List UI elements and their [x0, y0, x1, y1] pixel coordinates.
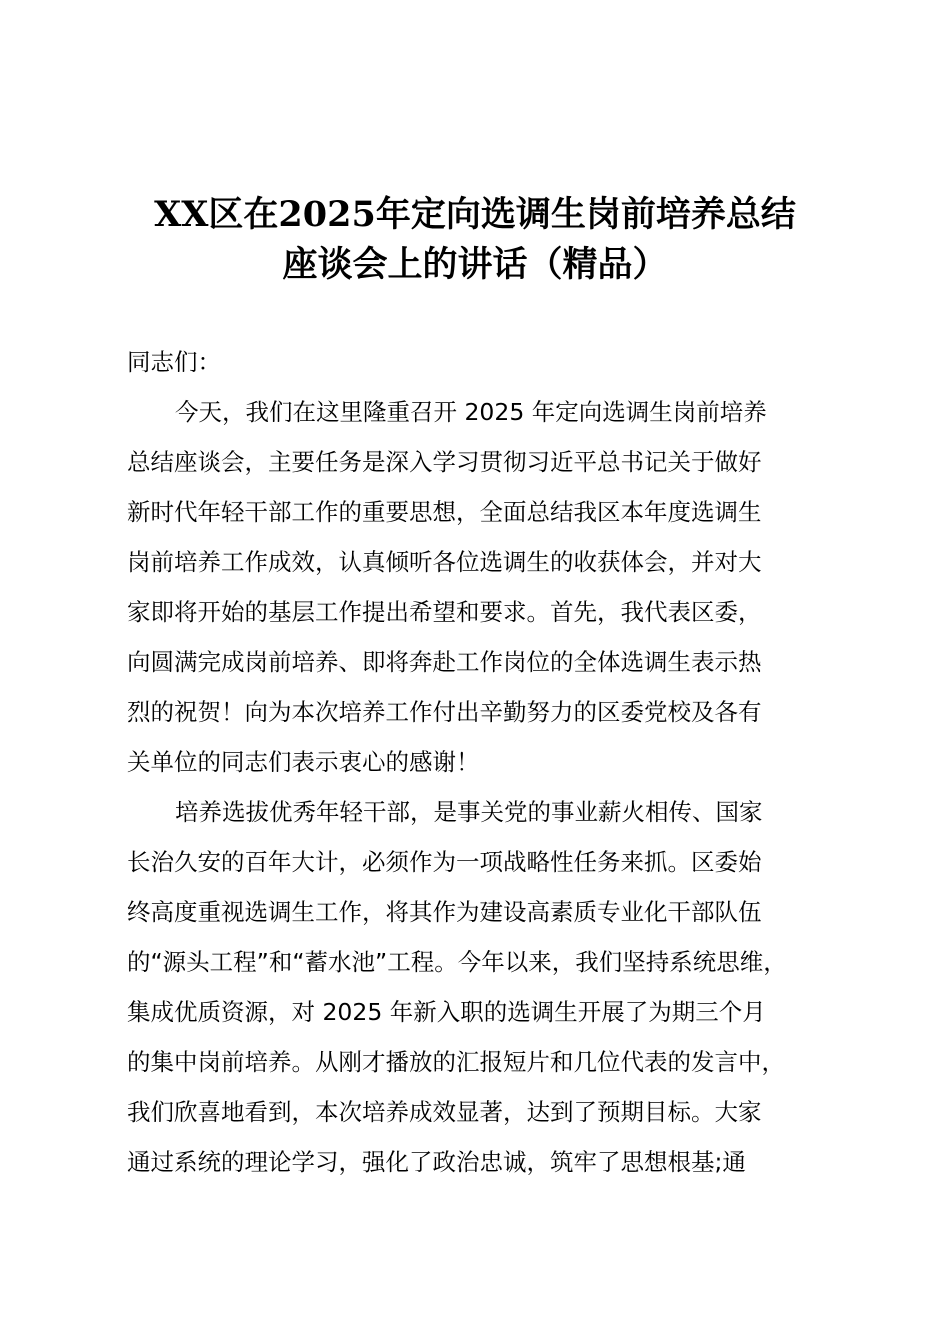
paragraph-line: 今天，我们在这里隆重召开 2025 年定向选调生岗前培养	[175, 398, 767, 426]
paragraph-line: 的“源头工程”和“蓄水池”工程。今年以来，我们坚持系统思维，	[127, 948, 787, 976]
paragraph-line: 通过系统的理论学习，强化了政治忠诚，筑牢了思想根基;通	[127, 1148, 746, 1176]
paragraph-line: 向圆满完成岗前培养、即将奔赴工作岗位的全体选调生表示热	[127, 648, 762, 676]
paragraph-1	[127, 387, 847, 787]
paragraph-line: 集成优质资源，对 2025 年新入职的选调生开展了为期三个月	[127, 998, 766, 1026]
document-title	[0, 190, 950, 290]
title-line: XX区在2025年定向选调生岗前培养总结	[154, 194, 796, 235]
paragraph-2	[127, 787, 847, 1187]
paragraph-line: 岗前培养工作成效，认真倾听各位选调生的收获体会，并对大	[127, 548, 762, 576]
paragraph-line: 家即将开始的基层工作提出希望和要求。首先，我代表区委，	[127, 598, 762, 626]
paragraph-line: 我们欣喜地看到，本次培养成效显著，达到了预期目标。大家	[127, 1098, 762, 1126]
paragraph-line: 培养选拔优秀年轻干部，是事关党的事业薪火相传、国家	[175, 798, 763, 826]
paragraph-line: 终高度重视选调生工作，将其作为建设高素质专业化干部队伍	[127, 898, 762, 926]
document-body	[127, 337, 847, 1187]
paragraph-line: 的集中岗前培养。从刚才播放的汇报短片和几位代表的发言中，	[127, 1048, 785, 1076]
title-line: 座谈会上的讲话（精品）	[282, 244, 668, 285]
salutation: 同志们：	[127, 348, 221, 376]
paragraph-line: 关单位的同志们表示衷心的感谢！	[127, 748, 480, 776]
paragraph-line: 烈的祝贺！向为本次培养工作付出辛勤努力的区委党校及各有	[127, 698, 762, 726]
paragraph-line: 总结座谈会，主要任务是深入学习贯彻习近平总书记关于做好	[127, 448, 762, 476]
paragraph-line: 新时代年轻干部工作的重要思想，全面总结我区本年度选调生	[127, 498, 762, 526]
paragraph-line: 长治久安的百年大计，必须作为一项战略性任务来抓。区委始	[127, 848, 762, 876]
